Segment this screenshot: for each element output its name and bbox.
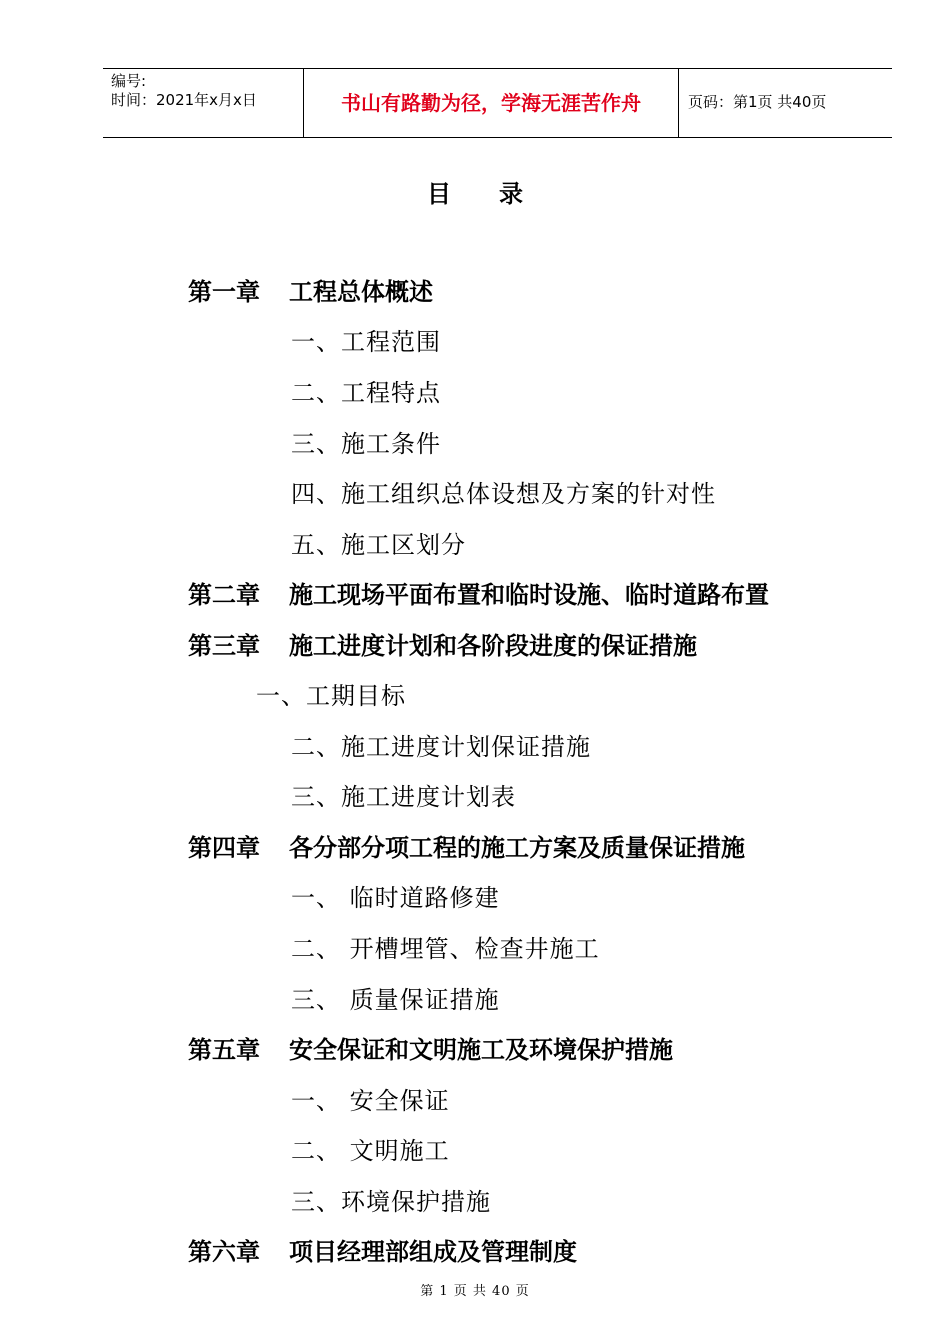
toc-section: 三、 质量保证措施 — [291, 986, 500, 1014]
chapter-number: 第一章 — [188, 278, 260, 306]
toc-chapter — [188, 832, 745, 864]
toc-section: 二、 开槽埋管、检查井施工 — [291, 935, 600, 963]
toc-chapter — [188, 1034, 673, 1066]
chapter-number: 第二章 — [188, 581, 260, 609]
toc-chapter — [188, 276, 433, 308]
toc-section: 二、 文明施工 — [291, 1137, 450, 1165]
chapter-number: 第五章 — [188, 1036, 260, 1064]
serial-number-label: 编号: — [111, 72, 147, 90]
toc-section: 一、 临时道路修建 — [291, 884, 500, 912]
toc-section: 二、工程特点 — [291, 379, 441, 407]
header-page-cell — [678, 69, 892, 137]
toc-section: 三、环境保护措施 — [291, 1188, 491, 1216]
toc-section: 三、施工进度计划表 — [291, 783, 516, 811]
toc-title: 目录 — [427, 180, 571, 208]
chapter-number: 第六章 — [188, 1238, 260, 1266]
chapter-title: 项目经理部组成及管理制度 — [289, 1238, 577, 1266]
toc-section: 一、 安全保证 — [291, 1087, 450, 1115]
toc-chapter — [188, 579, 769, 611]
toc-section: 二、施工进度计划保证措施 — [291, 733, 591, 761]
motto-text: 书山有路勤为径，学海无涯苦作舟 — [341, 91, 641, 115]
chapter-title: 各分部分项工程的施工方案及质量保证措施 — [289, 834, 745, 862]
chapter-title: 施工进度计划和各阶段进度的保证措施 — [289, 632, 697, 660]
chapter-number: 第三章 — [188, 632, 260, 660]
toc-chapter — [188, 630, 697, 662]
chapter-title: 工程总体概述 — [289, 278, 433, 306]
toc-section: 四、施工组织总体设想及方案的针对性 — [291, 480, 716, 508]
time-label: 时间：2021年x月x日 — [111, 91, 257, 109]
page-footer: 第 1 页 共 40 页 — [420, 1284, 530, 1299]
page-code-text: 页码：第1页 共40页 — [688, 93, 827, 111]
page-header — [103, 68, 892, 138]
toc-section: 一、工程范围 — [291, 328, 441, 356]
chapter-title: 施工现场平面布置和临时设施、临时道路布置 — [289, 581, 769, 609]
chapter-title: 安全保证和文明施工及环境保护措施 — [289, 1036, 673, 1064]
toc-section: 一、工期目标 — [256, 682, 406, 710]
header-info-cell — [103, 69, 303, 137]
toc-chapter — [188, 1236, 577, 1268]
toc-section: 三、施工条件 — [291, 430, 441, 458]
chapter-number: 第四章 — [188, 834, 260, 862]
header-motto-cell — [303, 69, 679, 137]
toc-section: 五、施工区划分 — [291, 531, 466, 559]
